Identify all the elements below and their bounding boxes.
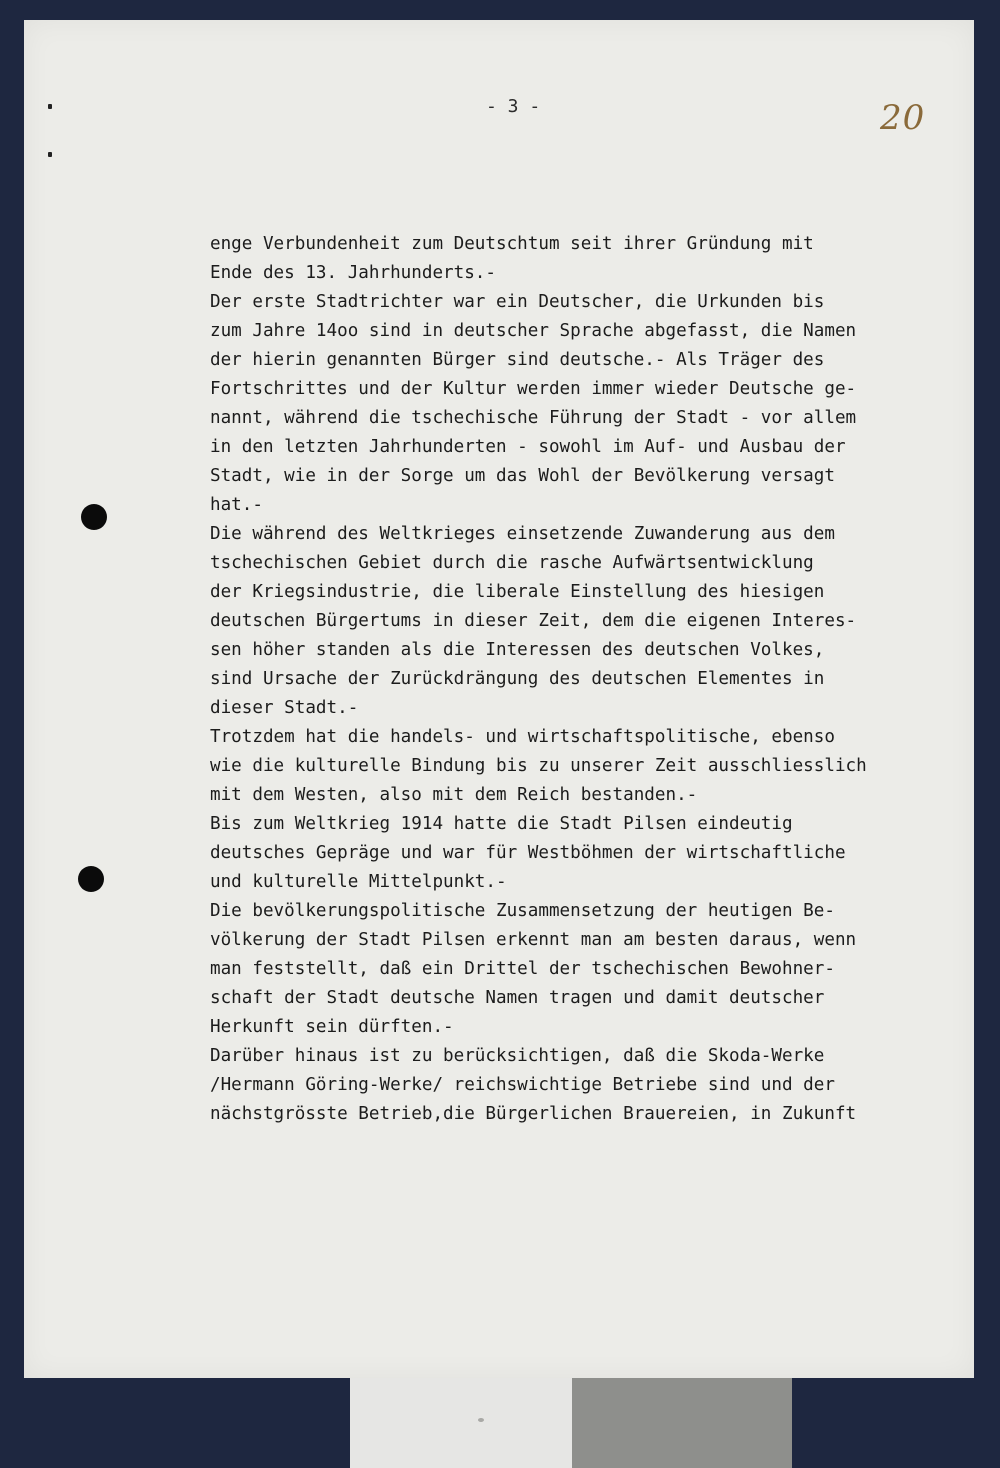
text-line: Fortschrittes und der Kultur werden immer wieder Deutsche ge-: [210, 379, 857, 399]
text-line: Darüber hinaus ist zu berücksichtigen, daß die Skoda-Werke: [210, 1046, 825, 1066]
text-line: Stadt, wie in der Sorge um das Wohl der Bevölkerung versagt: [210, 466, 835, 486]
margin-tick-mark: [48, 104, 52, 109]
handwritten-archive-number: 20: [880, 98, 926, 138]
text-line: Die bevölkerungspolitische Zusammensetzung der heutigen Be-: [210, 901, 835, 921]
punch-hole-top: [81, 504, 107, 530]
text-line: deutschen Bürgertums in dieser Zeit, dem die eigenen Interes-: [210, 611, 857, 631]
text-line: der Kriegsindustrie, die liberale Einstellung des hiesigen: [210, 582, 825, 602]
text-line: deutsches Gepräge und war für Westböhmen der wirtschaftliche: [210, 843, 846, 863]
text-line: Ende des 13. Jahrhunderts.-: [210, 263, 496, 283]
text-line: sind Ursache der Zurückdrängung des deutschen Elementes in: [210, 669, 825, 689]
text-line: und kulturelle Mittelpunkt.-: [210, 872, 507, 892]
text-line: Herkunft sein dürften.-: [210, 1017, 454, 1037]
text-line: in den letzten Jahrhunderten - sowohl im Auf- und Ausbau der: [210, 437, 846, 457]
text-line: Bis zum Weltkrieg 1914 hatte die Stadt Pilsen eindeutig: [210, 814, 793, 834]
text-line: Trotzdem hat die handels- und wirtschaftspolitische, ebenso: [210, 727, 835, 747]
text-line: Die während des Weltkrieges einsetzende Zuwanderung aus dem: [210, 524, 835, 544]
punch-hole-bottom: [78, 866, 104, 892]
text-line: der hierin genannten Bürger sind deutsche.- Als Träger des: [210, 350, 825, 370]
text-line: sen höher standen als die Interessen des deutschen Volkes,: [210, 640, 825, 660]
text-line: Der erste Stadtrichter war ein Deutscher, die Urkunden bis: [210, 292, 825, 312]
text-line: zum Jahre 14oo sind in deutscher Sprache abgefasst, die Namen: [210, 321, 857, 341]
text-line: tschechischen Gebiet durch die rasche Aufwärtsentwicklung: [210, 553, 814, 573]
text-line: völkerung der Stadt Pilsen erkennt man am besten daraus, wenn: [210, 930, 857, 950]
text-line: schaft der Stadt deutsche Namen tragen und damit deutscher: [210, 988, 825, 1008]
text-line: wie die kulturelle Bindung bis zu unserer Zeit ausschliesslich: [210, 756, 867, 776]
text-line: nannt, während die tschechische Führung der Stadt - vor allem: [210, 408, 857, 428]
typewritten-body: [210, 230, 950, 1129]
page-number: - 3 -: [486, 96, 541, 117]
text-line: /Hermann Göring-Werke/ reichswichtige Betriebe sind und der: [210, 1075, 835, 1095]
text-line: nächstgrösste Betrieb,die Bürgerlichen Brauereien, in Zukunft: [210, 1104, 857, 1124]
margin-tick-mark: [48, 152, 52, 157]
text-line: enge Verbundenheit zum Deutschtum seit ihrer Gründung mit: [210, 234, 814, 254]
text-line: mit dem Westen, also mit dem Reich bestanden.-: [210, 785, 698, 805]
color-calibration-gray: [572, 1378, 792, 1468]
calibration-speck: [478, 1418, 484, 1422]
color-calibration-white: [350, 1378, 572, 1468]
text-line: dieser Stadt.-: [210, 698, 359, 718]
text-line: man feststellt, daß ein Drittel der tschechischen Bewohner-: [210, 959, 835, 979]
text-line: hat.-: [210, 495, 263, 515]
